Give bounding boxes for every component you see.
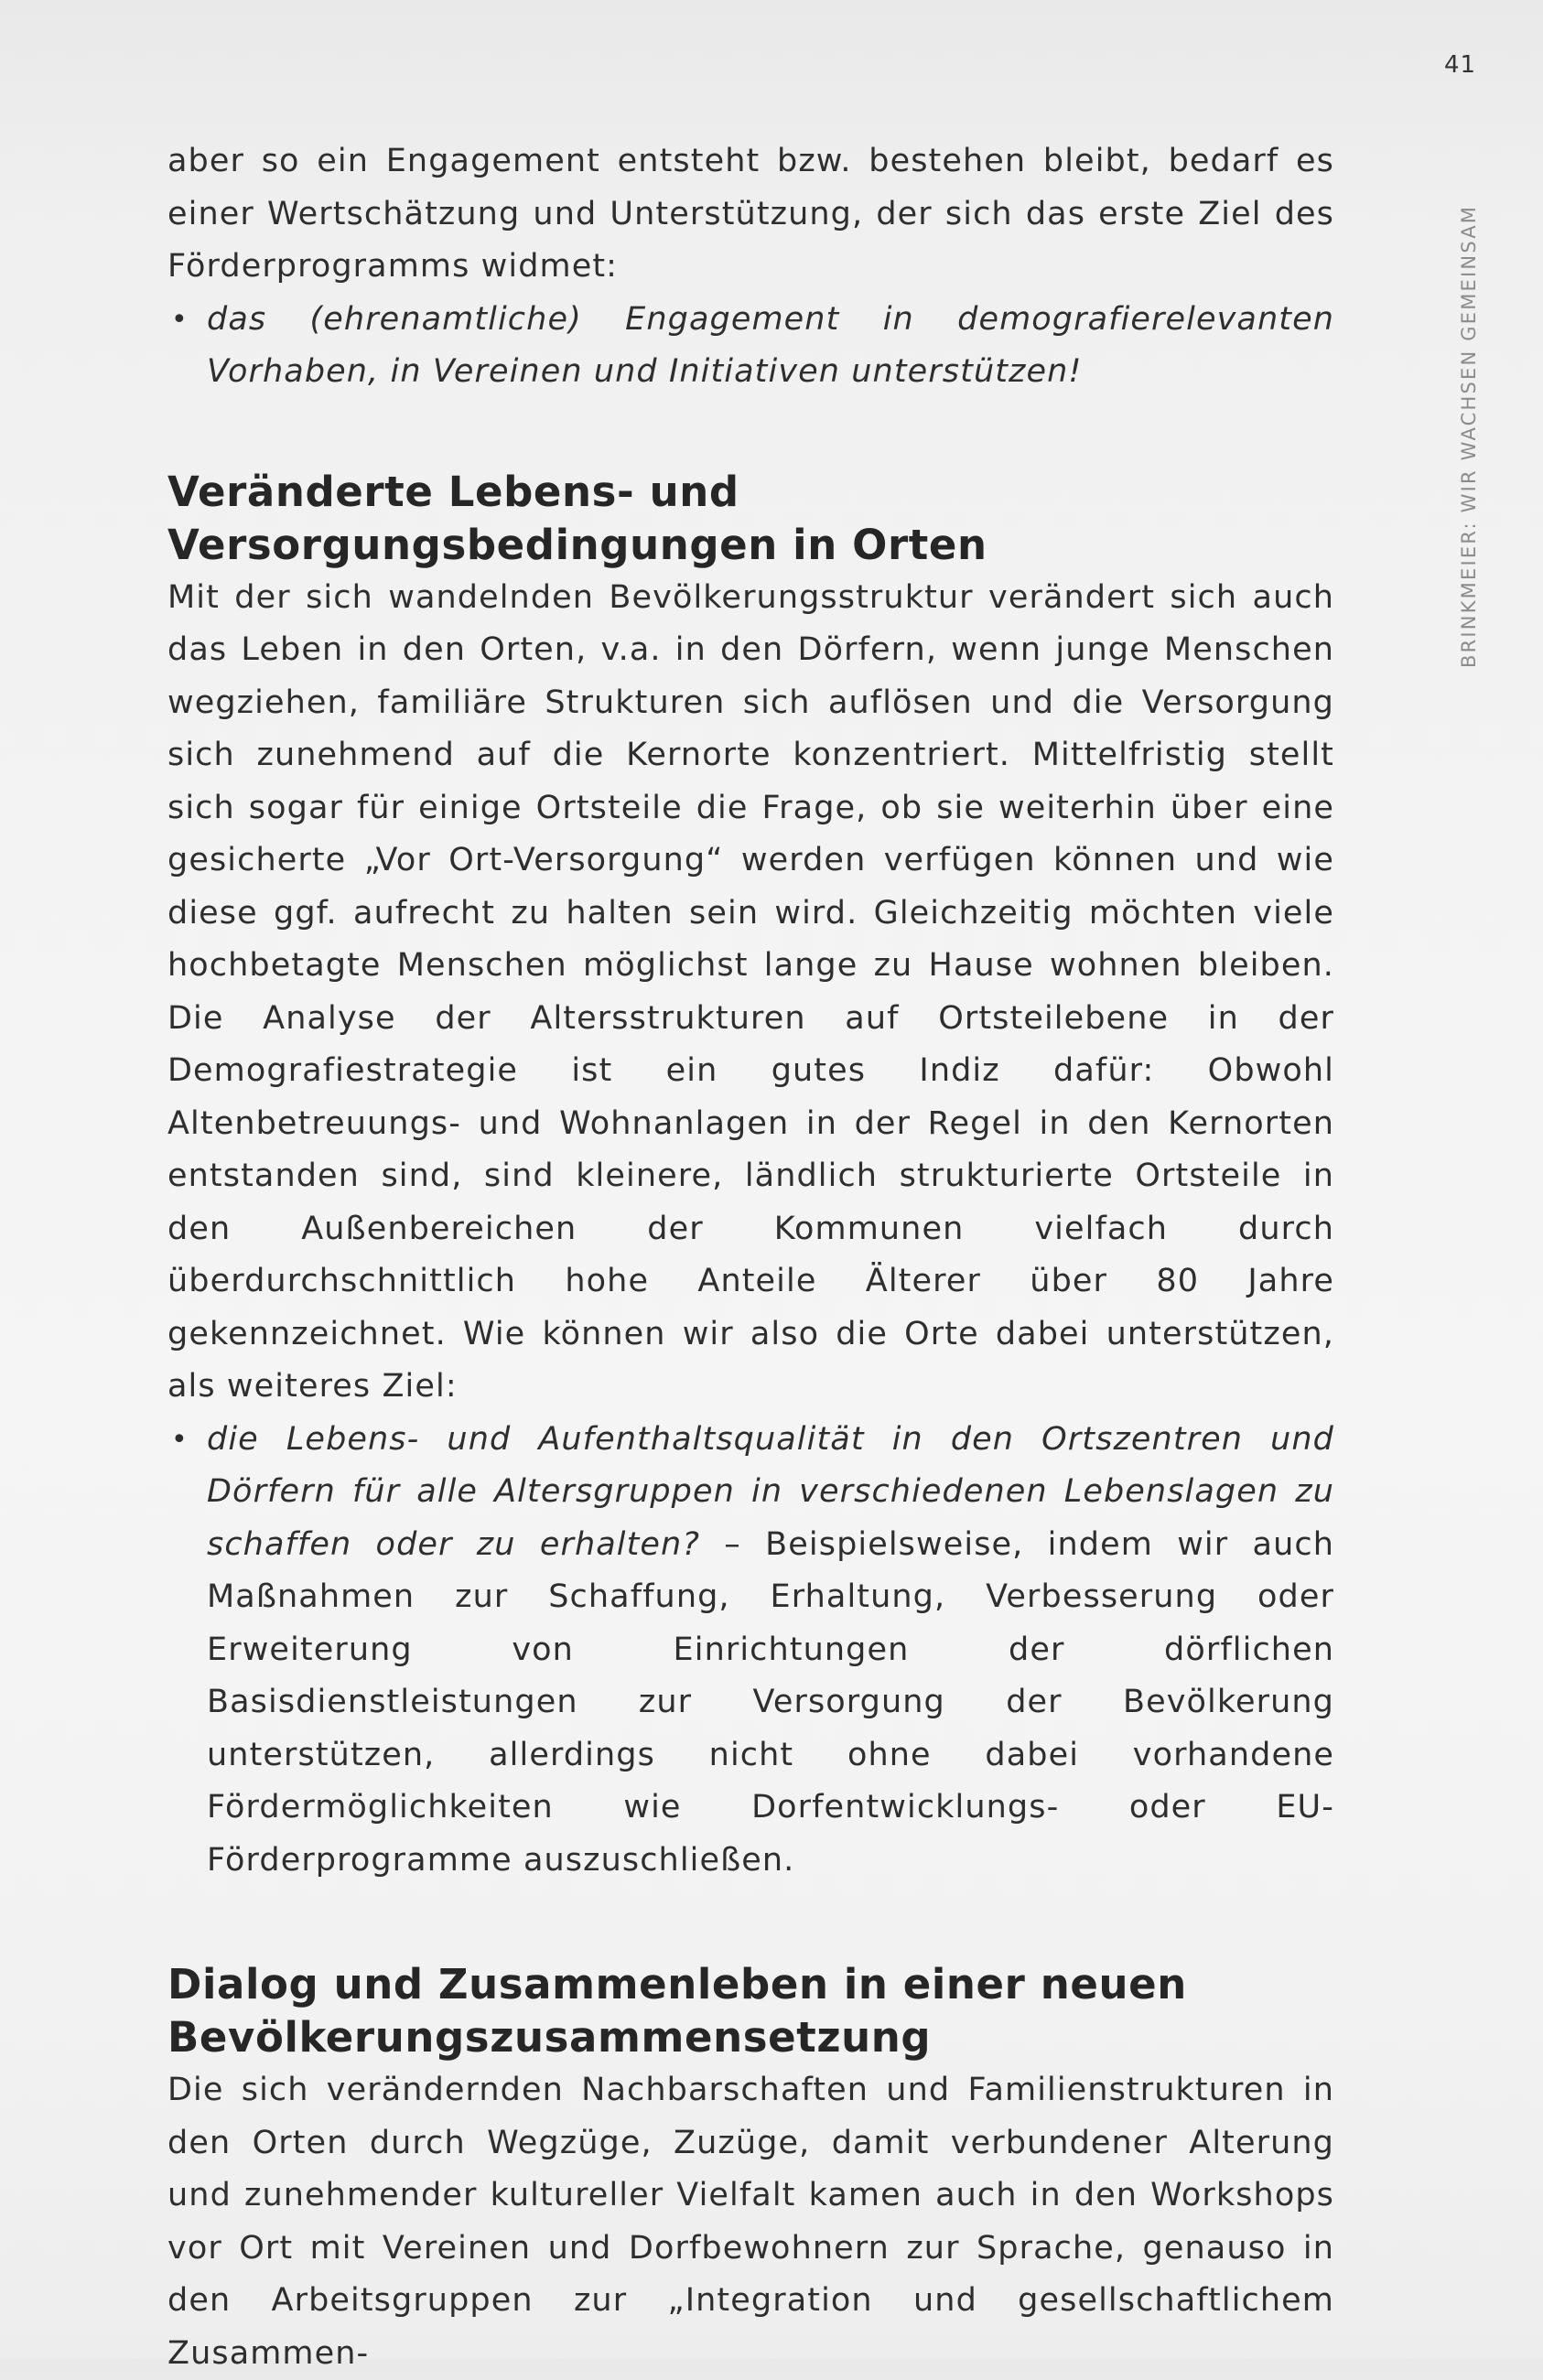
intro-paragraph: aber so ein Engagement entsteht bzw. bestehen bleibt, bedarf es einer Wertschätzung und Unterstützung, der sich das erste Ziel des Förderprogramms widmet: (167, 143, 1334, 285)
section-heading-dialog: Dialog und Zusammenleben in einer neuen Bevölkerungszusammensetzung (167, 1960, 1187, 2062)
intro-bullet-item (167, 294, 1334, 399)
section-bullet-item (167, 1414, 1334, 1888)
section-bullet-italic-text: die Lebens- und Aufenthaltsqualität in den Ortszentren und Dörfern für alle Altersgruppen in verschiedenen Lebenslagen zu schaffen oder zu erhalten? (207, 1420, 1334, 1563)
section-bullet-text: – Beispielsweise, indem wir auch Maßnahmen zur Schaffung, Erhaltung, Verbesserung oder Erweiterung von Einrichtungen der dörflichen Basisdienstleistungen zur Versorgung der Bevölkerung unterstützen, allerdings nicht ohne dabei vorhandene Fördermöglichkeiten wie Dorfentwicklungs- oder EU-Förderprogramme auszuschließen. (207, 1525, 1334, 1879)
page-body (167, 135, 1334, 2380)
bullet-dot: • (171, 303, 189, 336)
section-heading-lebensbedingungen: Veränderte Lebens- und Versorgungsbedingungen in Orten (167, 467, 987, 569)
section-paragraph-dialog: Die sich verändernden Nachbarschaften und Familienstrukturen in den Orten durch Wegzüge, Zuzüge, damit verbundener Alterung und zunehmender kultureller Vielfalt kamen auch in den Workshops vor Ort mit Vereinen und Dorfbewohnern zur Sprache, genauso in den Arbeitsgruppen zur „Integration und gesellschaftlichem Zusammen- (167, 2072, 1334, 2372)
page-number: 41 (1444, 51, 1477, 79)
section-paragraph-lebensbedingungen: Mit der sich wandelnden Bevölkerungsstruktur verändert sich auch das Leben in den Orten, v.a. in den Dörfern, wenn junge Menschen wegziehen, familiäre Strukturen sich auflösen und die Versorgung sich zunehmend auf die Kernorte konzentriert. Mittelfristig stellt sich sogar für einige Ortsteile die Frage, ob sie weiterhin über eine gesicherte „Vor Ort-Versorgung“ werden verfügen können und wie diese ggf. aufrecht zu halten sein wird. Gleichzeitig möchten viele hochbetagte Menschen möglichst lange zu Hause wohnen bleiben. Die Analyse der Altersstrukturen auf Ortsteilebene in der Demografiestrategie ist ein gutes Indiz dafür: Obwohl Altenbetreuungs- und Wohnanlagen in der Regel in den Kernorten entstanden sind, sind kleinere, ländlich strukturierte Ortsteile in den Außenbereichen der Kommunen vielfach durch überdurchschnittlich hohe Anteile Älterer über 80 Jahre gekennzeichnet. Wie können wir also die Orte dabei unterstützen, als weiteres Ziel: (167, 578, 1334, 1405)
intro-bullet-text: das (ehrenamtliche) Engagement in demografierelevanten Vorhaben, in Vereinen und Initiativen unterstützen! (207, 300, 1334, 390)
bullet-dot: • (171, 1423, 189, 1456)
running-head: BRINKMEIER: WIR WACHSEN GEMEINSAM (1458, 204, 1480, 668)
